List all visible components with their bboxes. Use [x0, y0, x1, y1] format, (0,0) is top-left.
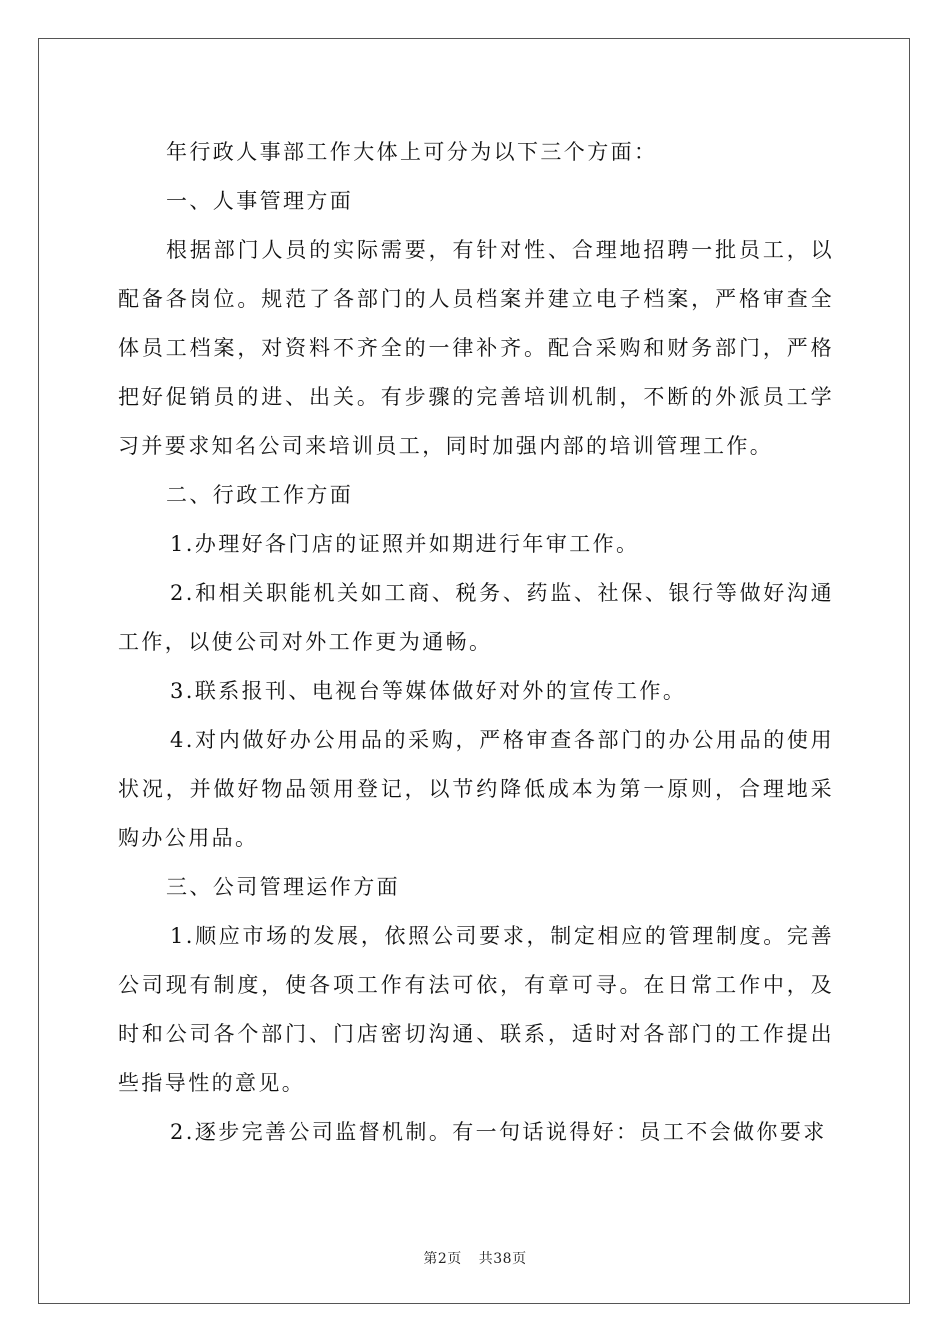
personnel-paragraph: 根据部门人员的实际需要，有针对性、合理地招聘一批员工，以配备各岗位。规范了各部门的人员档案并建立电子档案，严格审查全体员工档案，对资料不齐全的一律补齐。配合采购和财务部门，严格把好促销员的进、出关。有步骤的完善培训机制，不断的外派员工学习并要求知名公司来培训员工，同时加强内部的培训管理工作。	[118, 238, 834, 458]
page-footer	[0, 1248, 950, 1268]
admin-item-2: 2.和相关职能机关如工商、税务、药监、社保、银行等做好沟通工作，以使公司对外工作更为通畅。	[118, 581, 834, 654]
page-total: 共38页	[478, 1251, 527, 1267]
page-number: 第2页	[423, 1251, 462, 1267]
document-body	[118, 128, 834, 1157]
section-heading-management: 三、公司管理运作方面	[166, 875, 400, 899]
section-heading-administration: 二、行政工作方面	[166, 483, 354, 507]
admin-item-4: 4.对内做好办公用品的采购，严格审查各部门的办公用品的使用状况，并做好物品领用登记，以节约降低成本为第一原则，合理地采购办公用品。	[118, 728, 834, 850]
admin-item-1: 1.办理好各门店的证照并如期进行年审工作。	[170, 532, 640, 556]
section-heading-personnel: 一、人事管理方面	[166, 189, 354, 213]
management-item-1: 1.顺应市场的发展，依照公司要求，制定相应的管理制度。完善公司现有制度，使各项工作有法可依，有章可寻。在日常工作中，及时和公司各个部门、门店密切沟通、联系，适时对各部门的工作提出些指导性的意见。	[118, 924, 834, 1095]
intro-paragraph: 年行政人事部工作大体上可分为以下三个方面：	[166, 140, 658, 164]
management-item-2: 2.逐步完善公司监督机制。有一句话说得好：员工不会做你要求	[170, 1120, 827, 1144]
admin-item-3: 3.联系报刊、电视台等媒体做好对外的宣传工作。	[170, 679, 687, 703]
